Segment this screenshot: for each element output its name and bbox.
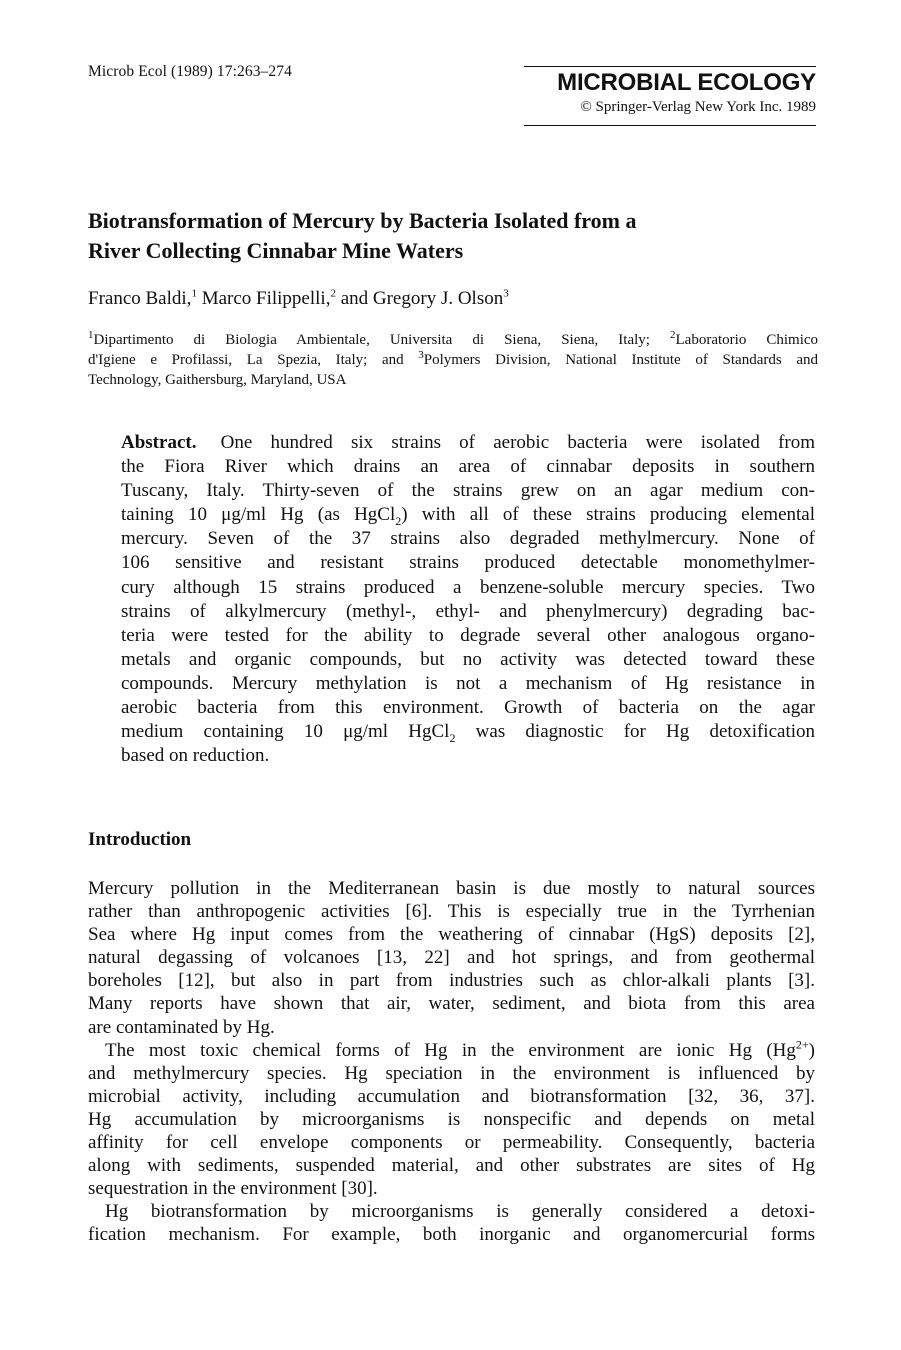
author-name: and Gregory J. Olson	[340, 288, 504, 309]
body-line: microbial activity, including accumulation and biotransformation [32, 36, 37].	[88, 1085, 815, 1107]
abstract-line: metals and organic compounds, but no activity was detected toward these	[121, 648, 815, 670]
superscript: 2+	[795, 1037, 809, 1052]
affiliation-text: Polymers Division, National Institute of Standards and	[423, 352, 819, 368]
body-line: Sea where Hg input comes from the weathering of cinnabar (HgS) deposits [2],	[88, 924, 815, 946]
journal-citation: Microb Ecol (1989) 17:263–274	[88, 63, 292, 80]
journal-name: MICROBIAL ECOLOGY	[557, 69, 816, 96]
body-line: boreholes [12], but also in part from industries such as chlor-alkali plants [3].	[88, 970, 815, 992]
body-line: along with sediments, suspended material, and other substrates are sites of Hg	[88, 1155, 815, 1177]
body-line	[88, 1039, 815, 1062]
body-line: and methylmercury species. Hg speciation in the environment is influenced by	[88, 1062, 815, 1084]
introduction-body	[88, 877, 815, 1247]
abstract-line	[121, 503, 815, 527]
abstract-line: teria were tested for the ability to degrade several other analogous organo-	[121, 624, 815, 646]
subscript: 2	[449, 730, 456, 745]
body-line: Many reports have shown that air, water, sediment, and biota from this area	[88, 993, 815, 1015]
body-line: rather than anthropogenic activities [6]. This is especially true in the Tyrrhenian	[88, 901, 815, 923]
body-line: are contaminated by Hg.	[88, 1016, 275, 1038]
affiliation-text: d'Igiene e Profilassi, La Spezia, Italy; and	[88, 352, 404, 368]
affiliation-mark: 1	[191, 287, 197, 300]
affiliation-text: Laboratorio Chimico	[675, 332, 819, 348]
body-line: affinity for cell envelope components or permeability. Consequently, bacteria	[88, 1132, 815, 1154]
abstract-text: taining 10 μg/ml Hg (as HgCl	[121, 504, 396, 526]
body-line: fication mechanism. For example, both inorganic and organomercurial forms	[88, 1224, 815, 1246]
author-list	[88, 288, 509, 310]
affiliation-mark: 2	[330, 287, 336, 300]
affiliation-line	[88, 330, 818, 350]
abstract-line: 106 sensitive and resistant strains produced detectable monomethylmer-	[121, 552, 815, 574]
abstract-text: was diagnostic for Hg detoxification	[455, 721, 815, 743]
abstract	[121, 431, 815, 768]
abstract-line: strains of alkylmercury (methyl-, ethyl- and phenylmercury) degrading bac-	[121, 600, 815, 622]
masthead-bottom-rule	[524, 125, 816, 126]
abstract-line	[121, 431, 815, 455]
abstract-line: compounds. Mercury methylation is not a mechanism of Hg resistance in	[121, 672, 815, 694]
abstract-line: Tuscany, Italy. Thirty-seven of the strains grew on an agar medium con-	[121, 480, 815, 502]
affiliation-mark: 2	[670, 329, 676, 341]
body-line: natural degassing of volcanoes [13, 22] and hot springs, and from geothermal	[88, 947, 815, 969]
article-title	[88, 206, 768, 266]
affiliation-mark: 3	[418, 349, 424, 361]
author-name: Franco Baldi,	[88, 288, 192, 309]
abstract-line: mercury. Seven of the 37 strains also degraded methylmercury. None of	[121, 528, 815, 550]
body-text: )	[808, 1039, 815, 1061]
section-heading: Introduction	[88, 829, 192, 850]
title-line: River Collecting Cinnabar Mine Waters	[88, 238, 464, 263]
abstract-text: One hundred six strains of aerobic bacteria were isolated from	[220, 432, 816, 453]
body-line: Hg biotransformation by microorganisms is generally considered a detoxi-	[105, 1201, 815, 1223]
affiliation-mark: 1	[88, 329, 94, 341]
abstract-line	[121, 720, 815, 744]
copyright-notice: © Springer-Verlag New York Inc. 1989	[580, 99, 816, 115]
abstract-line: aerobic bacteria from this environment. Growth of bacteria on the agar	[121, 697, 815, 719]
body-line: sequestration in the environment [30].	[88, 1178, 378, 1200]
affiliations	[88, 330, 818, 390]
body-line: Hg accumulation by microorganisms is nonspecific and depends on metal	[88, 1108, 815, 1130]
body-text: The most toxic chemical forms of Hg in the environment are ionic Hg (Hg	[105, 1039, 796, 1061]
abstract-label: Abstract.	[121, 432, 197, 453]
affiliation-line: Technology, Gaithersburg, Maryland, USA	[88, 372, 347, 388]
abstract-line: the Fiora River which drains an area of cinnabar deposits in southern	[121, 456, 815, 478]
title-line: Biotransformation of Mercury by Bacteria Isolated from a	[88, 208, 637, 233]
abstract-text: ) with all of these strains producing elemental	[401, 504, 815, 526]
affiliation-line	[88, 350, 818, 370]
abstract-line: based on reduction.	[121, 745, 270, 767]
author-name: Marco Filippelli,	[201, 288, 331, 309]
subscript: 2	[395, 514, 402, 529]
masthead-top-rule	[524, 66, 816, 67]
affiliation-mark: 3	[503, 287, 509, 300]
body-line: Mercury pollution in the Mediterranean basin is due mostly to natural sources	[88, 878, 815, 899]
abstract-text: medium containing 10 μg/ml HgCl	[121, 721, 450, 743]
journal-masthead	[524, 66, 816, 126]
abstract-line: cury although 15 strains produced a benzene-soluble mercury species. Two	[121, 576, 815, 598]
affiliation-text: Dipartimento di Biologia Ambientale, Universita di Siena, Siena, Italy;	[93, 332, 650, 348]
